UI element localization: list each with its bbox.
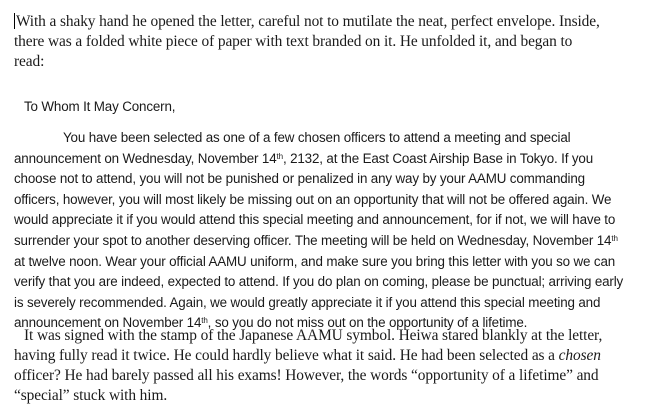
letter-body	[14, 128, 654, 334]
text-line	[14, 272, 654, 293]
text-run: would appreciate it if you would attend this special meeting and announcement, for if not, we will have to	[14, 212, 616, 228]
text-line	[14, 231, 654, 252]
ordinal-suffix: th	[611, 233, 618, 243]
text-run: It was signed with the stamp of the Japanese AAMU symbol. Heiwa stared blankly at the letter,	[24, 327, 603, 344]
text-run: officer? He had barely passed all his exams! However, the words “opportunity of a lifetime” and	[14, 367, 599, 384]
text-run: verify that you are indeed, expected to attend. If you do plan on coming, please be punctual; arriving early	[14, 274, 624, 290]
text-run: You have been selected as one of a few chosen officers to attend a meeting and special	[63, 130, 571, 145]
text-line	[14, 210, 654, 231]
text-run: surrender your spot to another deserving officer. The meeting will be held on Wednesday, November 14	[14, 232, 612, 248]
text-line	[14, 326, 654, 346]
ordinal-suffix: th	[276, 151, 283, 161]
text-line	[14, 12, 654, 32]
text-run: choose not to attend, you will not be punished or penalized in any way by your AAMU commanding	[14, 171, 585, 187]
text-run: , 2132, at the East Coast Airship Base in Tokyo. If you	[282, 150, 594, 166]
letter-greeting: To Whom It May Concern,	[24, 99, 176, 114]
text-run: at twelve noon. Wear your official AAMU uniform, and make sure you bring this letter with you so we can	[14, 253, 616, 269]
narrative-paragraph-3	[14, 326, 654, 406]
text-run: having fully read it twice. He could hardly believe what it said. He had been selected as a	[14, 347, 559, 364]
ordinal-suffix: th	[201, 316, 208, 326]
text-line	[14, 366, 654, 386]
text-line	[14, 190, 654, 211]
text-run: announcement on November 14	[14, 315, 202, 331]
text-run: , so you do not miss out on the opportunity of a lifetime.	[207, 315, 528, 331]
text-cursor	[14, 13, 15, 29]
text-line: read:	[14, 53, 45, 70]
text-line	[14, 346, 654, 366]
text-line	[14, 149, 654, 170]
text-line	[14, 169, 654, 190]
text-line	[14, 386, 654, 406]
text-run: announcement on Wednesday, November 14	[14, 150, 277, 166]
text-run: is severely recommended. Again, we would greatly appreciate it if you attend this special meeting and	[14, 294, 601, 310]
text-run: “special” stuck with him.	[14, 387, 168, 404]
text-line	[14, 293, 654, 314]
text-line	[14, 252, 654, 273]
emphasized-text: chosen	[558, 347, 601, 364]
text-line: there was a folded white piece of paper with text branded on it. He unfolded it, and began to	[14, 33, 573, 50]
text-run: officers, however, you will most likely be missing out on an opportunity that will not be offered again. We	[14, 191, 612, 207]
narrative-paragraph-1	[14, 12, 654, 72]
text-line	[14, 128, 654, 149]
text-line-content: With a shaky hand he opened the letter, careful not to mutilate the neat, perfect envelope. Inside,	[16, 13, 600, 30]
